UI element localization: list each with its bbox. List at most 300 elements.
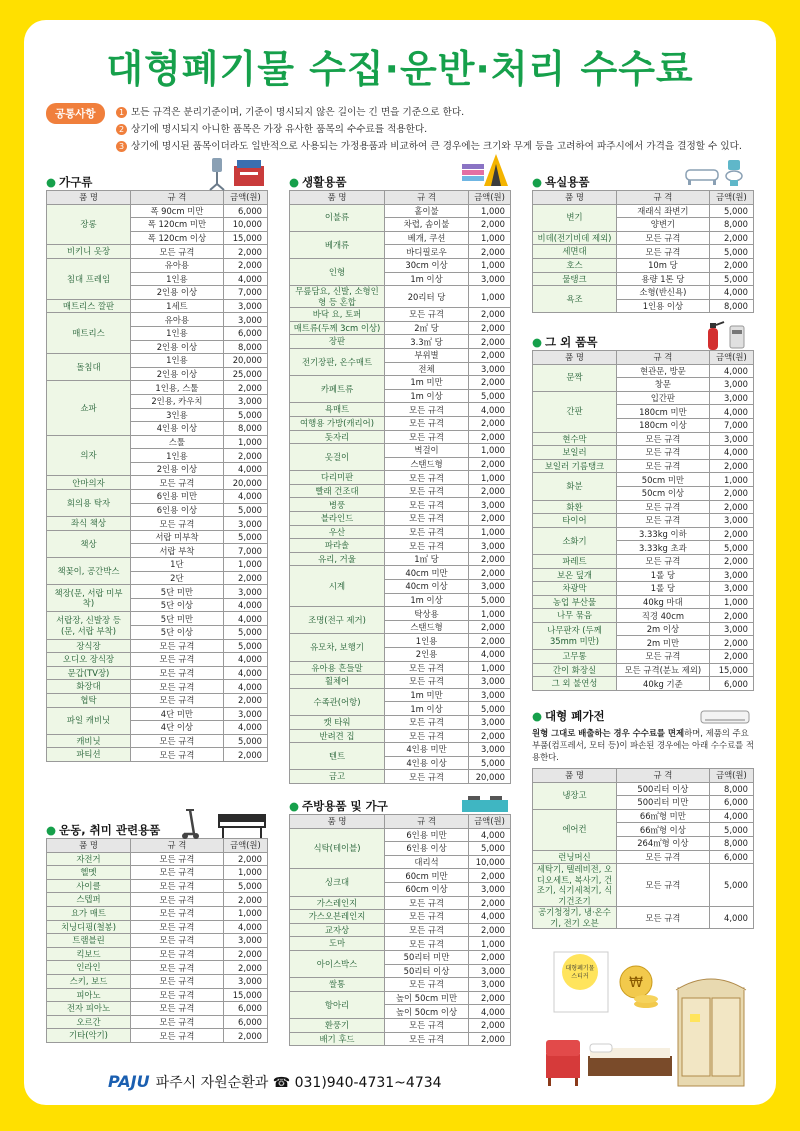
item-spec: 차렵, 솜이불 [385,218,469,232]
section-title: ● 가구류 [46,175,93,189]
item-fee: 7,000 [223,286,267,300]
item-name: 요가 매트 [47,906,131,920]
item-fee: 2,000 [468,634,510,648]
item-name: 소화기 [533,527,617,554]
table-row [533,500,754,514]
table-row [47,558,268,572]
item-name: 화장대 [47,680,131,694]
item-name: 책꽂이, 공간박스 [47,558,131,585]
table-row [290,286,511,308]
item-fee: 5,000 [709,272,753,286]
item-spec: 180cm 미만 [616,405,709,419]
item-fee: 2,000 [223,381,267,395]
item-spec: 모든 규격 [130,734,223,748]
table-row [290,950,511,964]
item-spec: 높이 50cm 이상 [385,1005,469,1019]
item-fee: 2,000 [468,896,510,910]
item-spec: 모든 규격 [130,974,223,988]
notice-badge: 공통사항 [46,103,105,124]
item-fee: 1,000 [468,231,510,245]
item-name: 보일러 기름탱크 [533,459,617,473]
item-name: 돗자리 [290,430,385,444]
item-spec: 모든 규격 [385,729,469,743]
table-row [290,978,511,992]
item-spec: 입간판 [616,391,709,405]
item-name: 매트리스 [47,313,131,354]
bulky-waste-illustration [540,944,770,1092]
table-row [290,471,511,485]
item-name: 병풍 [290,498,385,512]
item-fee: 3,000 [223,313,267,327]
item-fee: 2,000 [709,500,753,514]
item-spec: 모든 규격 [385,308,469,322]
svg-text:스티커: 스티커 [571,973,589,980]
item-spec: 모든 규격(분뇨 제외) [616,663,709,677]
item-name: 유모차, 보행기 [290,634,385,661]
item-fee: 20,000 [468,770,510,784]
item-spec: 모든 규격 [616,446,709,460]
item-fee: 5,000 [223,408,267,422]
department-name: 파주시 자원순환과 [155,1075,269,1091]
item-spec: 모든 규격 [385,484,469,498]
section-title: ● 운동, 취미 관련용품 [46,823,161,837]
table-row [290,552,511,566]
item-name: 회의용 탁자 [47,490,131,517]
item-fee: 15,000 [223,231,267,245]
table-row [290,991,511,1005]
item-spec: 2m 미만 [616,636,709,650]
item-fee: 5,000 [709,864,753,907]
item-name: 빨래 건조대 [290,484,385,498]
item-spec: 1세트 [130,299,223,313]
item-spec: 40kg 마대 [616,595,709,609]
item-fee: 6,000 [223,1015,267,1029]
header-spec: 규 격 [385,815,469,829]
item-name: 배기 후드 [290,1032,385,1046]
table-row [47,748,268,762]
item-spec: 모든 규격 [616,231,709,245]
item-fee: 1,000 [468,258,510,272]
item-spec: 폭 120cm 이상 [130,231,223,245]
item-fee: 2,000 [468,457,510,471]
phone-number: ☎ 031)940-4731~4734 [272,1075,442,1091]
item-spec: 1인용 [130,354,223,368]
table-row [533,364,754,378]
table-row [290,430,511,444]
item-name: 장식장 [47,639,131,653]
section-other [532,334,754,691]
item-name: 간판 [533,391,617,432]
item-fee: 1,000 [468,444,510,458]
item-fee: 2,000 [468,552,510,566]
header-fee: 금액(원) [709,351,753,365]
section-kitchen [289,798,511,1046]
item-name: 반려견 집 [290,729,385,743]
item-fee: 8,000 [709,782,753,796]
item-fee: 8,000 [709,836,753,850]
item-fee: 4,000 [468,648,510,662]
item-spec: 모든 규격 [616,907,709,929]
item-spec: 5단 이상 [130,626,223,640]
item-spec: 벽걸이 [385,444,469,458]
item-name: 안마의자 [47,476,131,490]
item-name: 화환 [533,500,617,514]
table-row [47,530,268,544]
item-fee: 3,000 [468,362,510,376]
table-row [47,666,268,680]
item-spec: 모든 규격 [385,770,469,784]
item-fee: 3,000 [468,688,510,702]
item-spec: 1롤 당 [616,582,709,596]
table-row [533,286,754,300]
table-row [47,639,268,653]
item-spec: 3인용 [130,408,223,422]
section-title: ● 생활용품 [289,175,347,189]
item-fee: 3,000 [223,934,267,948]
section-bath [532,174,754,313]
table-row [290,923,511,937]
item-name: 가스오븐레인지 [290,910,385,924]
item-spec: 모든 규격 [385,715,469,729]
item-spec: 전체 [385,362,469,376]
item-spec: 2인용 이상 [130,286,223,300]
gas-stove-icon [460,794,510,814]
table-row [533,677,754,691]
item-name: 무릎담요, 신발, 소형인형 등 혼합 [290,286,385,308]
item-spec: 베개, 쿠션 [385,231,469,245]
item-fee: 4,000 [223,721,267,735]
item-name: 다리미판 [290,471,385,485]
item-spec: 모든 규격 [130,893,223,907]
item-name: 헬멧 [47,866,131,880]
item-spec: 6인용 미만 [130,490,223,504]
table-row [47,974,268,988]
item-spec: 4인용 이상 [385,756,469,770]
item-spec: 모든 규격 [616,554,709,568]
table-row [290,675,511,689]
item-fee: 2,000 [468,869,510,883]
item-name: 시계 [290,566,385,607]
table-row [533,554,754,568]
header-spec: 규 격 [385,191,469,205]
svg-text:₩: ₩ [629,975,643,991]
item-spec: 1m 이상 [385,389,469,403]
item-fee: 3,000 [709,378,753,392]
item-spec: 4인용 미만 [385,743,469,757]
air-conditioner-icon [700,708,750,728]
table-row [533,258,754,272]
item-fee: 25,000 [223,367,267,381]
section-title: ● 욕실용품 [532,175,590,189]
item-name: 나무판자 (두께 35mm 미만) [533,622,617,649]
item-name: 욕조 [533,286,617,313]
item-spec: 모든 규격 [130,680,223,694]
item-spec: 모든 규격 [385,498,469,512]
item-spec: 탁상용 [385,607,469,621]
item-spec: 1단 [130,558,223,572]
item-spec: 10m 당 [616,258,709,272]
item-spec: 서랍 미부착 [130,530,223,544]
item-fee: 2,000 [468,335,510,349]
item-spec: 현관문, 방문 [616,364,709,378]
table-row [47,680,268,694]
item-spec: 1인용 [130,449,223,463]
item-fee: 4,000 [709,907,753,929]
table-row [533,446,754,460]
sticker-label: 대형폐기물 [565,965,595,972]
table-row [47,354,268,368]
item-spec: 모든 규격 [616,432,709,446]
table-row [47,381,268,395]
table-row [47,693,268,707]
item-fee: 10,000 [468,855,510,869]
fee-table [532,768,754,929]
item-spec: 모든 규격 [616,514,709,528]
item-spec: 직경 40cm [616,609,709,623]
item-spec: 1m 이상 [385,272,469,286]
item-name: 도마 [290,937,385,951]
item-spec: 6인용 이상 [130,503,223,517]
item-spec: 모든 규격 [130,1029,223,1043]
table-row [290,498,511,512]
item-name: 침대 프레임 [47,258,131,299]
item-name: 인형 [290,258,385,285]
item-spec: 홑이불 [385,204,469,218]
item-fee: 8,000 [223,422,267,436]
item-fee: 5,000 [223,639,267,653]
item-fee: 3,000 [709,582,753,596]
table-row [290,348,511,362]
item-name: 조명(전구 제거) [290,607,385,634]
table-row [533,473,754,487]
item-spec: 모든 규격 [130,1002,223,1016]
item-fee: 2,000 [468,484,510,498]
table-row [533,245,754,259]
table-row [533,864,754,907]
item-name: 아이스박스 [290,950,385,977]
item-name: 농업 부산물 [533,595,617,609]
item-name: 쌀통 [290,978,385,992]
item-spec: 모든 규격 [385,910,469,924]
item-name: 비키니 옷장 [47,245,131,259]
item-spec: 3.3㎡ 당 [385,335,469,349]
item-fee: 1,000 [223,866,267,880]
header-name: 품 명 [290,191,385,205]
item-spec: 66㎡형 이상 [616,823,709,837]
item-fee: 2,000 [223,571,267,585]
item-name: 세면대 [533,245,617,259]
item-spec: 1인용 [385,634,469,648]
table-row [47,204,268,218]
item-spec: 모든 규격 [616,459,709,473]
table-row [290,258,511,272]
table-row [47,245,268,259]
section-living [289,174,511,784]
item-spec: 대리석 [385,855,469,869]
item-name: 싱크대 [290,869,385,896]
item-fee: 4,000 [709,446,753,460]
item-fee: 2,000 [468,923,510,937]
table-row [533,663,754,677]
item-fee: 3,000 [468,882,510,896]
item-fee: 4,000 [468,828,510,842]
item-fee: 2,000 [223,245,267,259]
header-name: 품 명 [47,191,131,205]
table-row [47,852,268,866]
item-fee: 5,000 [223,734,267,748]
table-header [533,191,754,205]
header-fee: 금액(원) [709,191,753,205]
table-row [47,517,268,531]
item-spec: 모든 규격 [385,430,469,444]
item-spec: 모든 규격 [130,653,223,667]
item-fee: 3,000 [709,432,753,446]
table-row [533,272,754,286]
item-fee: 2,000 [468,348,510,362]
item-fee: 4,000 [223,598,267,612]
item-fee: 2,000 [709,554,753,568]
item-fee: 3,000 [468,964,510,978]
item-name: 타이어 [533,514,617,528]
header-fee: 금액(원) [223,839,267,853]
table-row [47,961,268,975]
table-row [533,622,754,636]
item-name: 파레트 [533,554,617,568]
item-fee: 7,000 [709,418,753,432]
item-spec: 모든 규격 [385,416,469,430]
item-fee: 7,000 [223,544,267,558]
table-row [47,866,268,880]
item-fee: 1,000 [468,937,510,951]
item-name: 좌식 책상 [47,517,131,531]
table-row [290,308,511,322]
item-name: 기타(악기) [47,1029,131,1043]
item-spec: 4단 이상 [130,721,223,735]
table-row [47,1015,268,1029]
section-title: ● 대형 폐가전 [532,709,605,723]
item-spec: 40cm 미만 [385,566,469,580]
item-name: 파일 캐비닛 [47,707,131,734]
item-spec: 모든 규격 [130,666,223,680]
item-spec: 4인용 이상 [130,422,223,436]
item-fee: 4,000 [709,364,753,378]
table-row [290,743,511,757]
item-name: 냉장고 [533,782,617,809]
item-fee: 4,000 [223,462,267,476]
item-name: 수족관(어항) [290,688,385,715]
table-row [533,459,754,473]
table-row [47,585,268,599]
item-fee: 2,000 [223,893,267,907]
item-spec: 폭 120cm 미만 [130,218,223,232]
item-fee: 8,000 [709,299,753,313]
item-spec: 50cm 이상 [616,486,709,500]
item-spec: 모든 규격 [130,988,223,1002]
item-spec: 모든 규격 [385,675,469,689]
table-row [533,432,754,446]
table-row [47,299,268,313]
paju-logo: PAJU [108,1072,150,1091]
table-row [290,403,511,417]
table-row [290,566,511,580]
bath-icon [684,156,750,188]
item-fee: 2,000 [223,1029,267,1043]
table-row [290,937,511,951]
item-name: 쇼파 [47,381,131,435]
item-fee: 15,000 [709,663,753,677]
item-fee: 6,000 [709,796,753,810]
item-name: 금고 [290,770,385,784]
header-spec: 규 격 [616,351,709,365]
item-name: 문갑(TV장) [47,666,131,680]
header-spec: 규 격 [616,769,709,783]
header-name: 품 명 [290,815,385,829]
header-name: 품 명 [533,351,617,365]
header-name: 품 명 [533,191,617,205]
item-fee: 4,000 [223,272,267,286]
item-name: 유리, 거울 [290,552,385,566]
item-name: 그 외 불연성 [533,677,617,691]
item-spec: 모든 규격 [385,1032,469,1046]
item-spec: 모든 규격 [385,896,469,910]
item-spec: 60cm 이상 [385,882,469,896]
item-spec: 모든 규격 [616,650,709,664]
item-fee: 1,000 [223,558,267,572]
table-row [290,715,511,729]
item-fee: 2,000 [709,527,753,541]
notice-item: 2 상기에 명시되지 아니한 품목은 가장 유사한 품목의 수수료를 적용한다. [116,121,427,135]
item-spec: 유아용 [130,258,223,272]
item-spec: 1m 미만 [385,376,469,390]
section-furniture [46,174,268,762]
table-row [47,947,268,961]
item-name: 오디오 장식장 [47,653,131,667]
item-fee: 2,000 [468,620,510,634]
table-row [47,476,268,490]
item-fee: 5,000 [468,593,510,607]
item-name: 스텝퍼 [47,893,131,907]
item-fee: 2,000 [468,729,510,743]
item-spec: 1m 이상 [385,593,469,607]
item-spec: 부위별 [385,348,469,362]
item-spec: 모든 규격 [616,850,709,864]
item-spec: 스탠드형 [385,457,469,471]
item-name: 캣 타워 [290,715,385,729]
item-fee: 4,000 [709,405,753,419]
item-spec: 모든 규격 [130,245,223,259]
item-spec: 모든 규격 [385,539,469,553]
item-name: 책장(문, 서랍 미부착) [47,585,131,612]
item-spec: 4단 미만 [130,707,223,721]
table-row [47,920,268,934]
item-name: 스키, 보드 [47,974,131,988]
item-name: 현수막 [533,432,617,446]
item-fee: 2,000 [468,416,510,430]
table-row [533,568,754,582]
item-fee: 3,000 [468,580,510,594]
item-fee: 3,000 [468,675,510,689]
table-row [47,906,268,920]
section-title: ● 그 외 품목 [532,335,598,349]
item-spec: 3.33kg 초과 [616,541,709,555]
item-name: 의자 [47,435,131,476]
item-fee: 5,000 [223,626,267,640]
table-row [533,204,754,218]
table-row [290,910,511,924]
table-row [47,1002,268,1016]
item-fee: 5,000 [468,756,510,770]
item-spec: 40kg 기준 [616,677,709,691]
